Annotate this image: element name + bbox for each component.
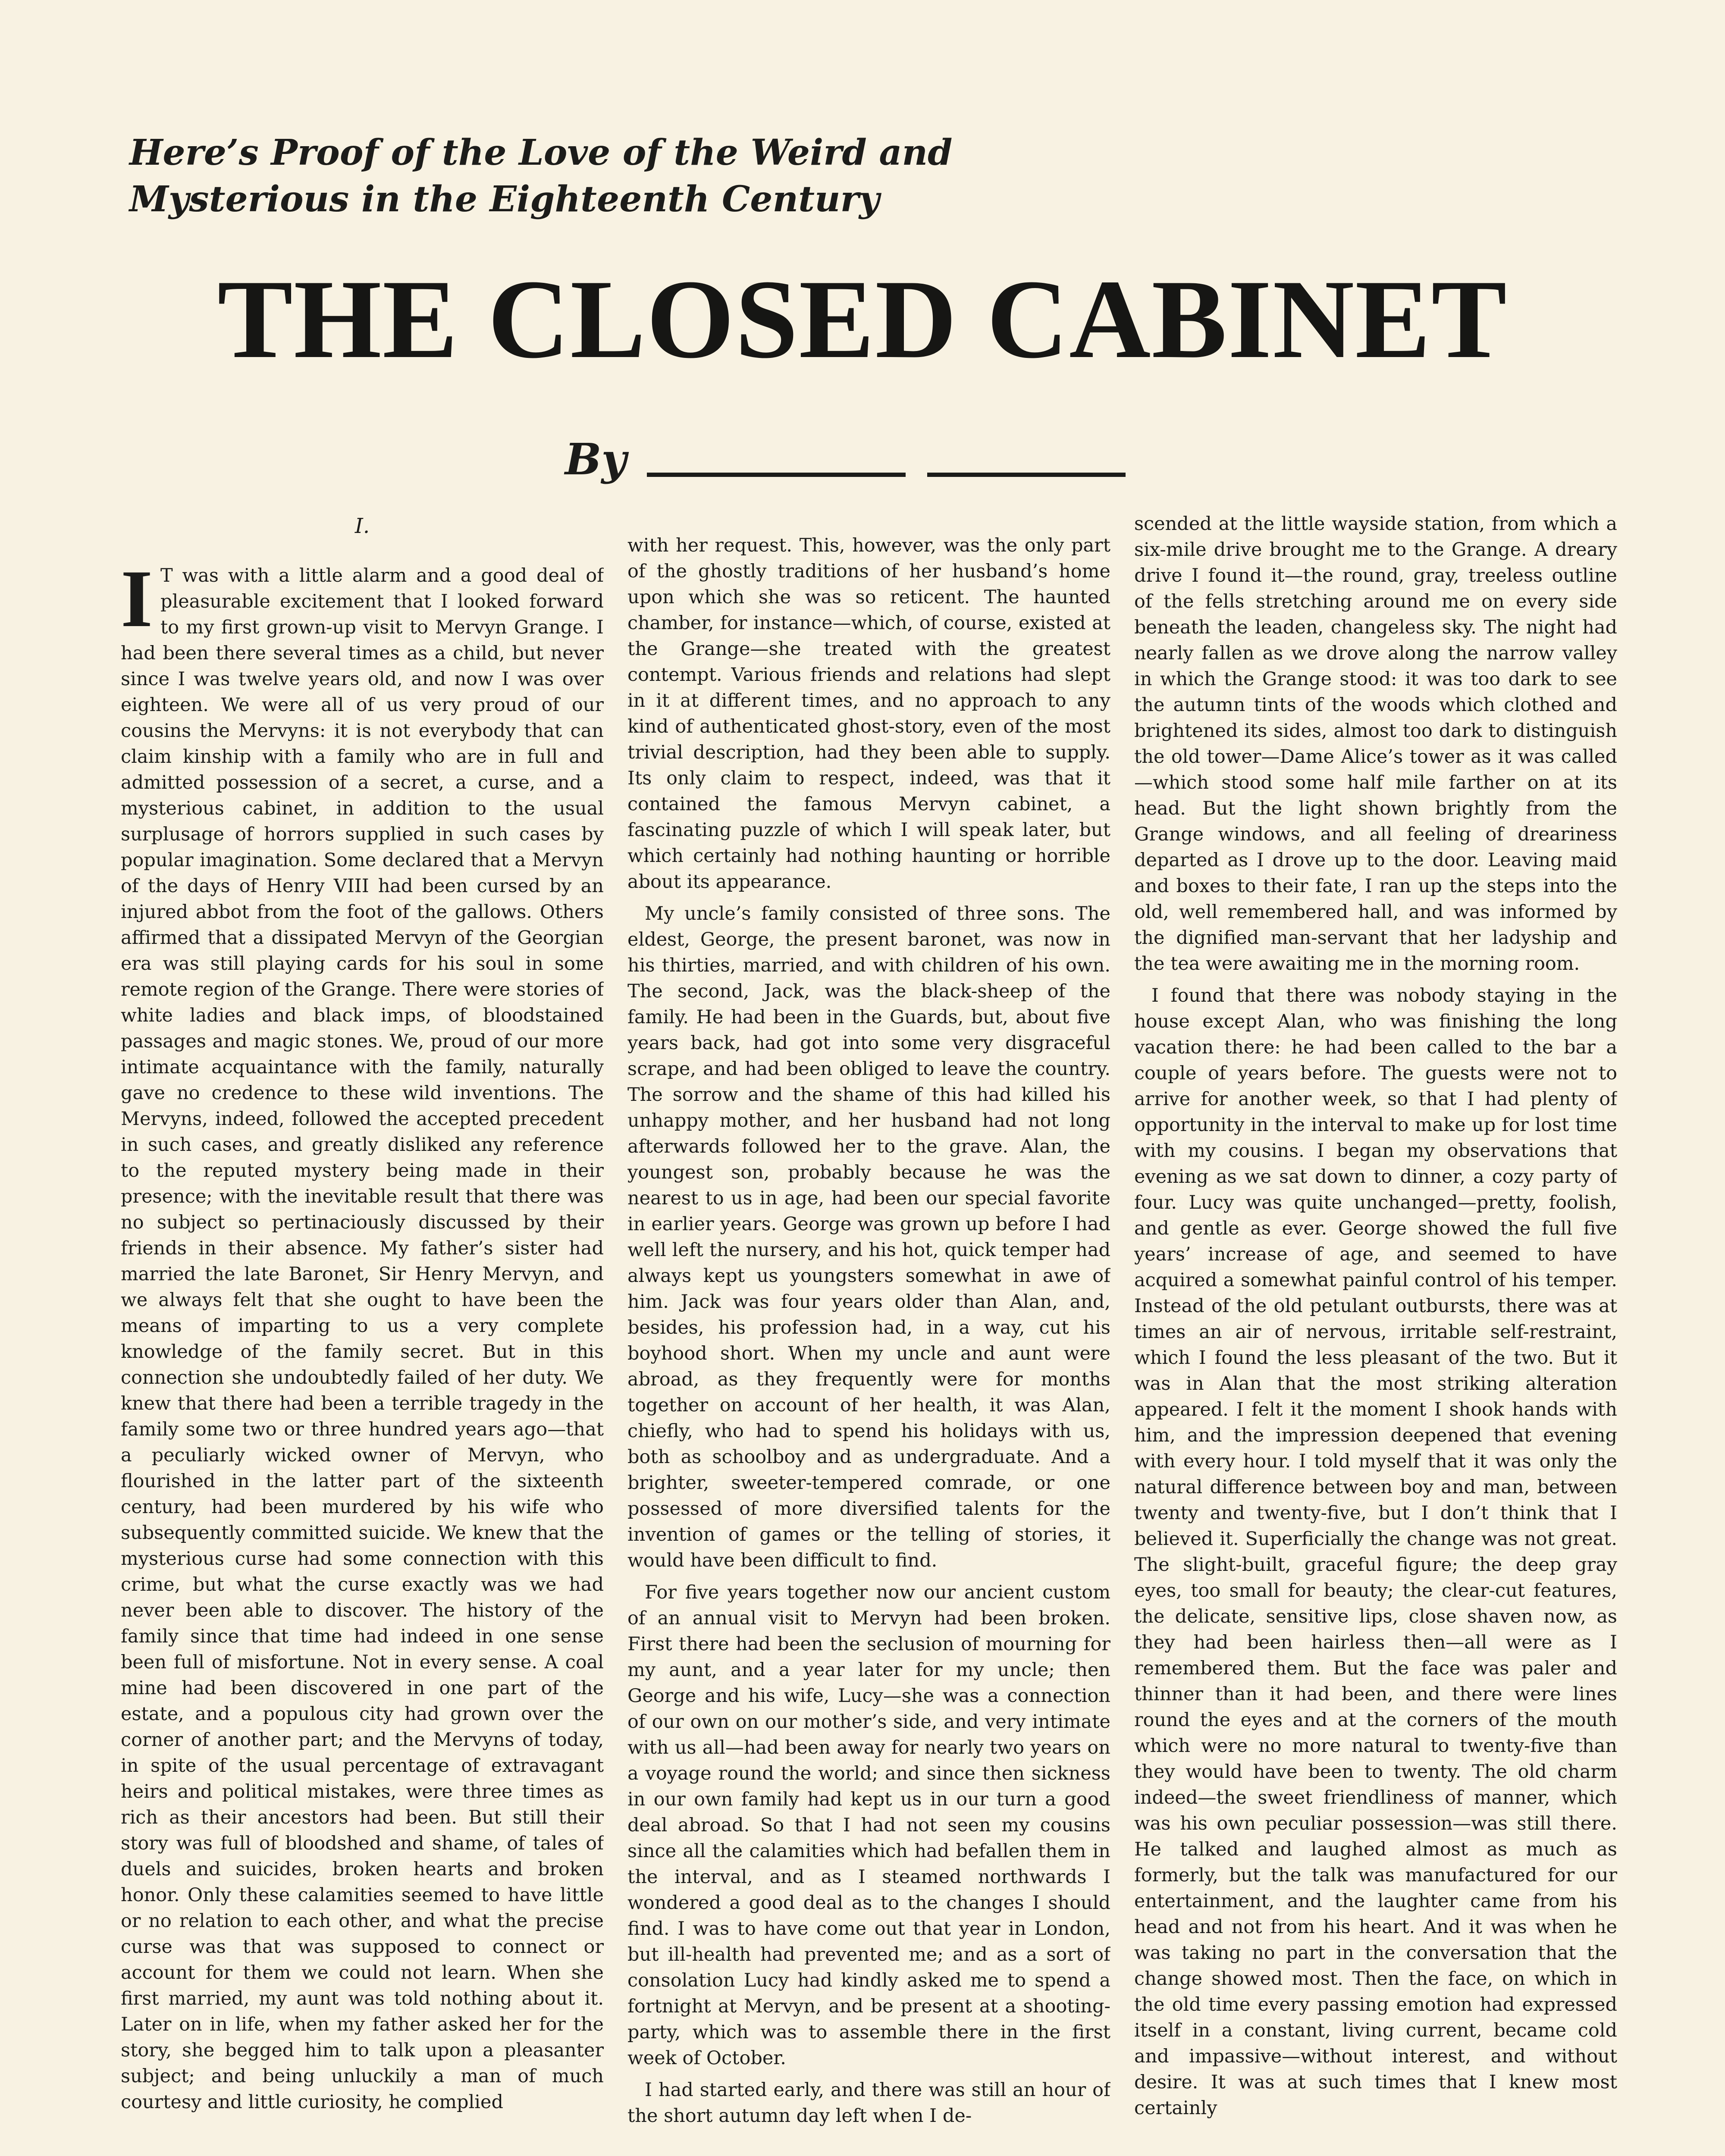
byline-blank-line-1 bbox=[647, 473, 906, 477]
byline-label: By bbox=[565, 434, 627, 485]
paragraph: My uncle’s family consisted of three sons. The eldest, George, the present baronet, was now in his thirties, married, and with children of his own. The second, Jack, was the black-sheep of the family. He had been in the Guards, but, about five years back, had got into some very disgraceful scrape, and had been obliged to leave the country. The sorrow and the shame of this had killed his unhappy mother, and her husband had not long afterwards followed her to the grave. Alan, the youngest son, probably because he was the nearest to us in age, had been our special favorite in earlier years. George was grown up before I had well left the nursery, and his hot, quick temper had always kept us youngsters somewhat in awe of him. Jack was four years older than Alan, and, besides, his profession had, in a way, cut his boyhood short. When my uncle and aunt were abroad, as they frequently were for months together on account of her health, it was Alan, chiefly, who had to spend his holidays with us, both as schoolboy and as undergraduate. And a brighter, sweeter-tempered comrade, or one possessed of more diversified talents for the invention of games or the telling of stories, it would have been difficult to find. bbox=[627, 903, 1110, 1571]
paragraph: For five years together now our ancient custom of an annual visit to Mervyn had been broken. First there had been the seclusion of mourning for my aunt, and a year later for my uncle; then George and his wife, Lucy—she was a connection of our own on our mother’s side, and very intimate with us all—had been away for nearly two years on a voyage round the world; and since then sickness in our own family had kept us in our turn a good deal abroad. So that I had not seen my cousins since all the calamities which had befallen them in the interval, and as I steamed northwards I wondered a good deal as to the changes I should find. I was to have come out that year in London, but ill-health had prevented me; and as a sort of consolation Lucy had kindly asked me to spend a fortnight at Mervyn, and be present at a shooting-party, which was to assemble there in the first week of October. bbox=[627, 1582, 1110, 2069]
byline bbox=[565, 431, 1212, 487]
overline-line-2: Mysterious in the Eighteenth Century bbox=[129, 179, 880, 220]
drop-cap: I bbox=[121, 563, 153, 644]
paragraph: with her request. This, however, was the only part of the ghostly traditions of her husband’s home upon which she was so reticent. The haunted chamber, for instance—which, of course, existed at the Grange—she treated with the greatest contempt. Various friends and relations had slept in it at different times, and no approach to any kind of authenticated ghost-story, even of the most trivial description, had they been able to supply. Its only claim to respect, indeed, was that it contained the famous Mervyn cabinet, a fascinating puzzle of which I will speak later, but which certainly had nothing haunting or horrible about its appearance. bbox=[627, 535, 1110, 893]
story-title: THE CLOSED CABINET bbox=[217, 257, 1508, 382]
paragraph bbox=[121, 563, 604, 2115]
byline-blank-line-2 bbox=[927, 473, 1126, 477]
section-number: I. bbox=[354, 514, 370, 538]
text-column-1 bbox=[121, 563, 604, 2156]
overline-tagline bbox=[129, 129, 1164, 222]
paragraph: scended at the little wayside station, from which a six-mile drive brought me to the Grange. A dreary drive I found it—the round, gray, treeless outline of the fells stretching around me on every side beneath the leaden, changeless sky. The night had nearly fallen as we drove along the narrow valley in which the Grange stood: it was too dark to see the autumn tints of the woods which clothed and brightened its sides, almost too dark to distinguish the old tower—Dame Alice’s tower as it was called—which stood some half mile farther on at its head. But the light shown brightly from the Grange windows, and all feeling of dreariness departed as I drove up to the door. Leaving maid and boxes to their fate, I ran up the steps into the old, well remembered hall, and was informed by the dignified man-servant that her ladyship and the tea were awaiting me in the morning room. bbox=[1134, 513, 1617, 975]
paragraph: I had started early, and there was still an hour of the short autumn day left when I de- bbox=[627, 2079, 1110, 2127]
overline-line-1: Here’s Proof of the Love of the Weird and bbox=[129, 132, 953, 173]
text-column-2 bbox=[627, 533, 1110, 2156]
paragraph-text: T was with a little alarm and a good deal of pleasurable excitement that I looked forward to my first grown-up visit to Mervyn Grange. I had been there several times as a child, but never since I was twelve years old, and now I was over eighteen. We were all of us very proud of our cousins the Mervyns: it is not everybody that can claim kinship with a family who are in full and admitted possession of a secret, a curse, and a mysterious cabinet, in addition to the usual surplusage of horrors supplied in such cases by popular imagination. Some declared that a Mervyn of the days of Henry VIII had been cursed by an injured abbot from the foot of the gallows. Others affirmed that a dissipated Mervyn of the Georgian era was still playing cards for his soul in some remote region of the Grange. There were stories of white ladies and black imps, of bloodstained passages and magic stones. We, proud of our more intimate acquaintance with the family, naturally gave no credence to these wild inventions. The Mervyns, indeed, followed the accepted precedent in such cases, and greatly disliked any reference to the reputed mystery being made in their presence; with the inevitable result that there was no subject so pertinaciously discussed by their friends in their absence. My father’s sister had married the late Baronet, Sir Henry Mervyn, and we always felt that she ought to have been the means of imparting to us a very complete knowledge of the family secret. But in this connection she undoubtedly failed of her duty. We knew that there had been a terrible tragedy in the family some two or three hundred years ago—that a peculiarly wicked owner of Mervyn, who flourished in the latter part of the sixteenth century, had been murdered by his wife who subsequently committed suicide. We knew that the mysterious curse had some connection with this crime, but what the curse exactly was we had never been able to discover. The history of the family since that time had indeed in one sense been full of misfortune. Not in every sense. A coal mine had been discovered in one part of the estate, and a populous city had grown over the corner of another part; and the Mervyns of today, in spite of the usual percentage of extravagant heirs and political mistakes, were three times as rich as their ancestors had been. But still their story was full of bloodshed and shame, of tales of duels and suicides, broken hearts and broken honor. Only these calamities seemed to have little or no relation to each other, and what the precise curse was that was supposed to connect or account for them we could not learn. When she first married, my aunt was told nothing about it. Later on in life, when my father asked her for the story, she begged him to talk upon a pleasanter subject; and being unluckily a man of much courtesy and little curiosity, he complied bbox=[121, 565, 604, 2113]
text-column-3 bbox=[1134, 511, 1617, 2156]
paragraph: I found that there was nobody staying in the house except Alan, who was finishing the long vacation there: he had been called to the bar a couple of years before. The guests were not to arrive for another week, so that I had plenty of opportunity in the interval to make up for lost time with my cousins. I began my observations that evening as we sat down to dinner, a cozy party of four. Lucy was quite unchanged—pretty, foolish, and gentle as ever. George showed the full five years’ increase of age, and seemed to have acquired a somewhat painful control of his temper. Instead of the old petulant outbursts, there was at times an air of nervous, irritable self-restraint, which I found the less pleasant of the two. But it was in Alan that the most striking alteration appeared. I felt it the moment I shook hands with him, and the impression deepened that evening with every hour. I told myself that it was only the natural difference between boy and man, between twenty and twenty-five, but I don’t think that I believed it. Superficially the change was not great. The slight-built, graceful figure; the deep gray eyes, too small for beauty; the clear-cut features, the delicate, sensitive lips, close shaven now, as they had been hairless then—all were as I remembered them. But the face was paler and thinner than it had been, and there were lines round the eyes and at the corners of the mouth which were no more natural to twenty-five than they would have been to twenty. The old charm indeed—the sweet friendliness of manner, which was his own peculiar possession—was still there. He talked and laughed almost as much as formerly, but the talk was manufactured for our entertainment, and the laughter came from his head and not from his heart. And it was when he was taking no part in the conversation that the change showed most. Then the face, on which in the old time every passing emotion had expressed itself in a constant, living current, became cold and impassive—without interest, and without desire. It was at such times that I knew most certainly bbox=[1134, 985, 1617, 2119]
